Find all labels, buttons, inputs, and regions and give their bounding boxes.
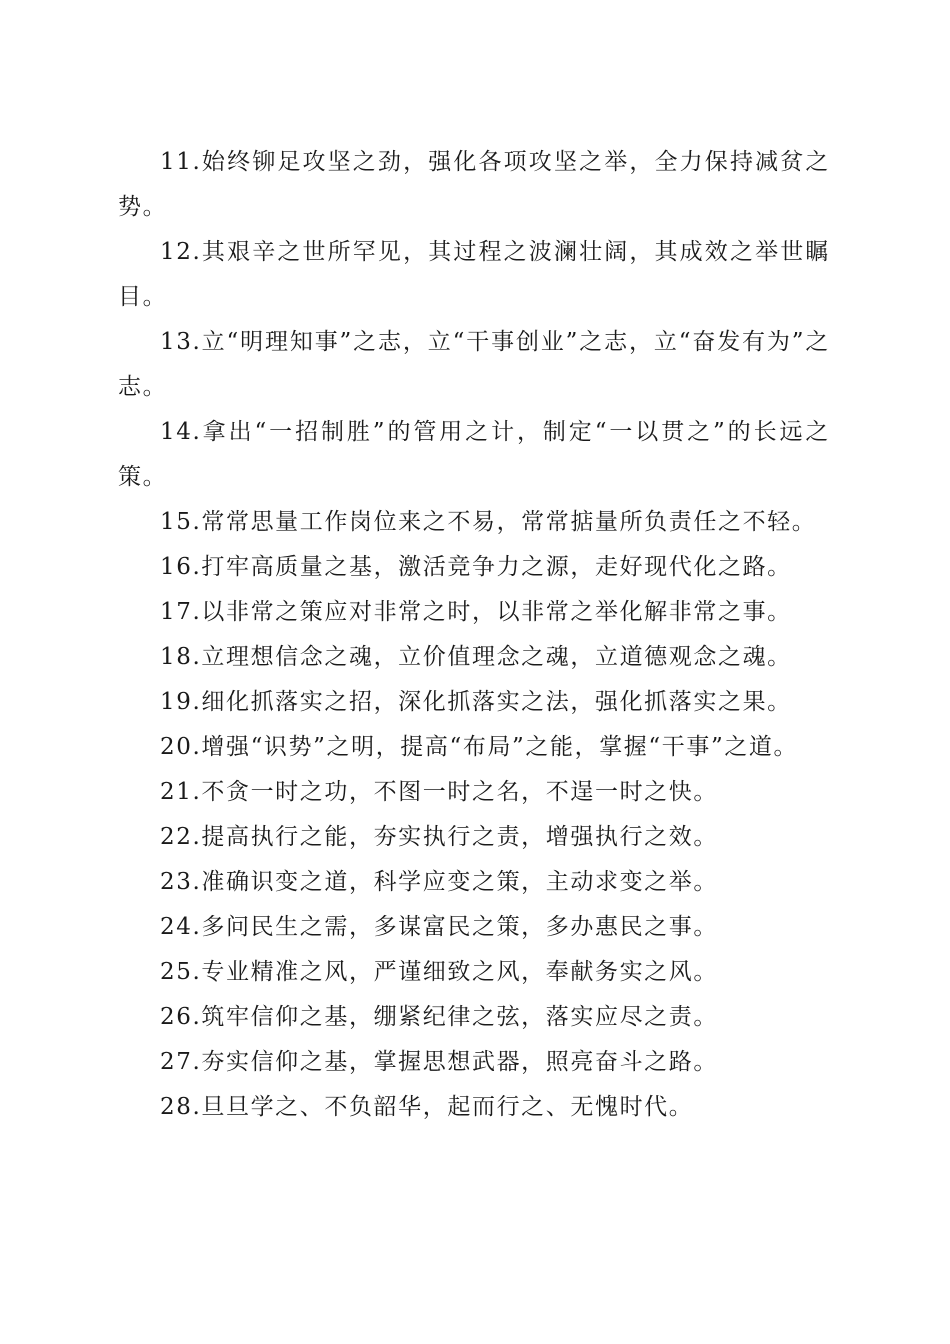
list-item: 11.始终铆足攻坚之劲，强化各项攻坚之举，全力保持减贫之势。 <box>118 149 830 220</box>
list-item: 25.专业精准之风，严谨细致之风，奉献务实之风。 <box>160 959 718 985</box>
list-item: 17.以非常之策应对非常之时，以非常之举化解非常之事。 <box>160 599 792 625</box>
list-item: 16.打牢高质量之基，激活竞争力之源，走好现代化之路。 <box>160 554 792 580</box>
list-item: 28.旦旦学之、不负韶华，起而行之、无愧时代。 <box>160 1094 694 1120</box>
list-item: 20.增强“识势”之明，提高“布局”之能，掌握“干事”之道。 <box>160 734 799 760</box>
list-item: 19.细化抓落实之招，深化抓落实之法，强化抓落实之果。 <box>160 689 792 715</box>
list-item: 24.多问民生之需，多谋富民之策，多办惠民之事。 <box>160 914 718 940</box>
list-item: 27.夯实信仰之基，掌握思想武器，照亮奋斗之路。 <box>160 1049 718 1075</box>
list-item: 13.立“明理知事”之志，立“干事创业”之志，立“奋发有为”之志。 <box>118 329 830 400</box>
list-item: 21.不贪一时之功，不图一时之名，不逞一时之快。 <box>160 779 718 805</box>
list-item: 23.准确识变之道，科学应变之策，主动求变之举。 <box>160 869 718 895</box>
list-item: 18.立理想信念之魂，立价值理念之魂，立道德观念之魂。 <box>160 644 792 670</box>
list-item: 22.提高执行之能，夯实执行之责，增强执行之效。 <box>160 824 718 850</box>
list-item: 15.常常思量工作岗位来之不易，常常掂量所负责任之不轻。 <box>160 509 817 535</box>
list-item: 14.拿出“一招制胜”的管用之计，制定“一以贯之”的长远之策。 <box>118 419 830 490</box>
list-item: 26.筑牢信仰之基，绷紧纪律之弦，落实应尽之责。 <box>160 1004 718 1030</box>
document-body <box>118 140 830 1130</box>
list-item: 12.其艰辛之世所罕见，其过程之波澜壮阔，其成效之举世瞩目。 <box>118 239 830 310</box>
